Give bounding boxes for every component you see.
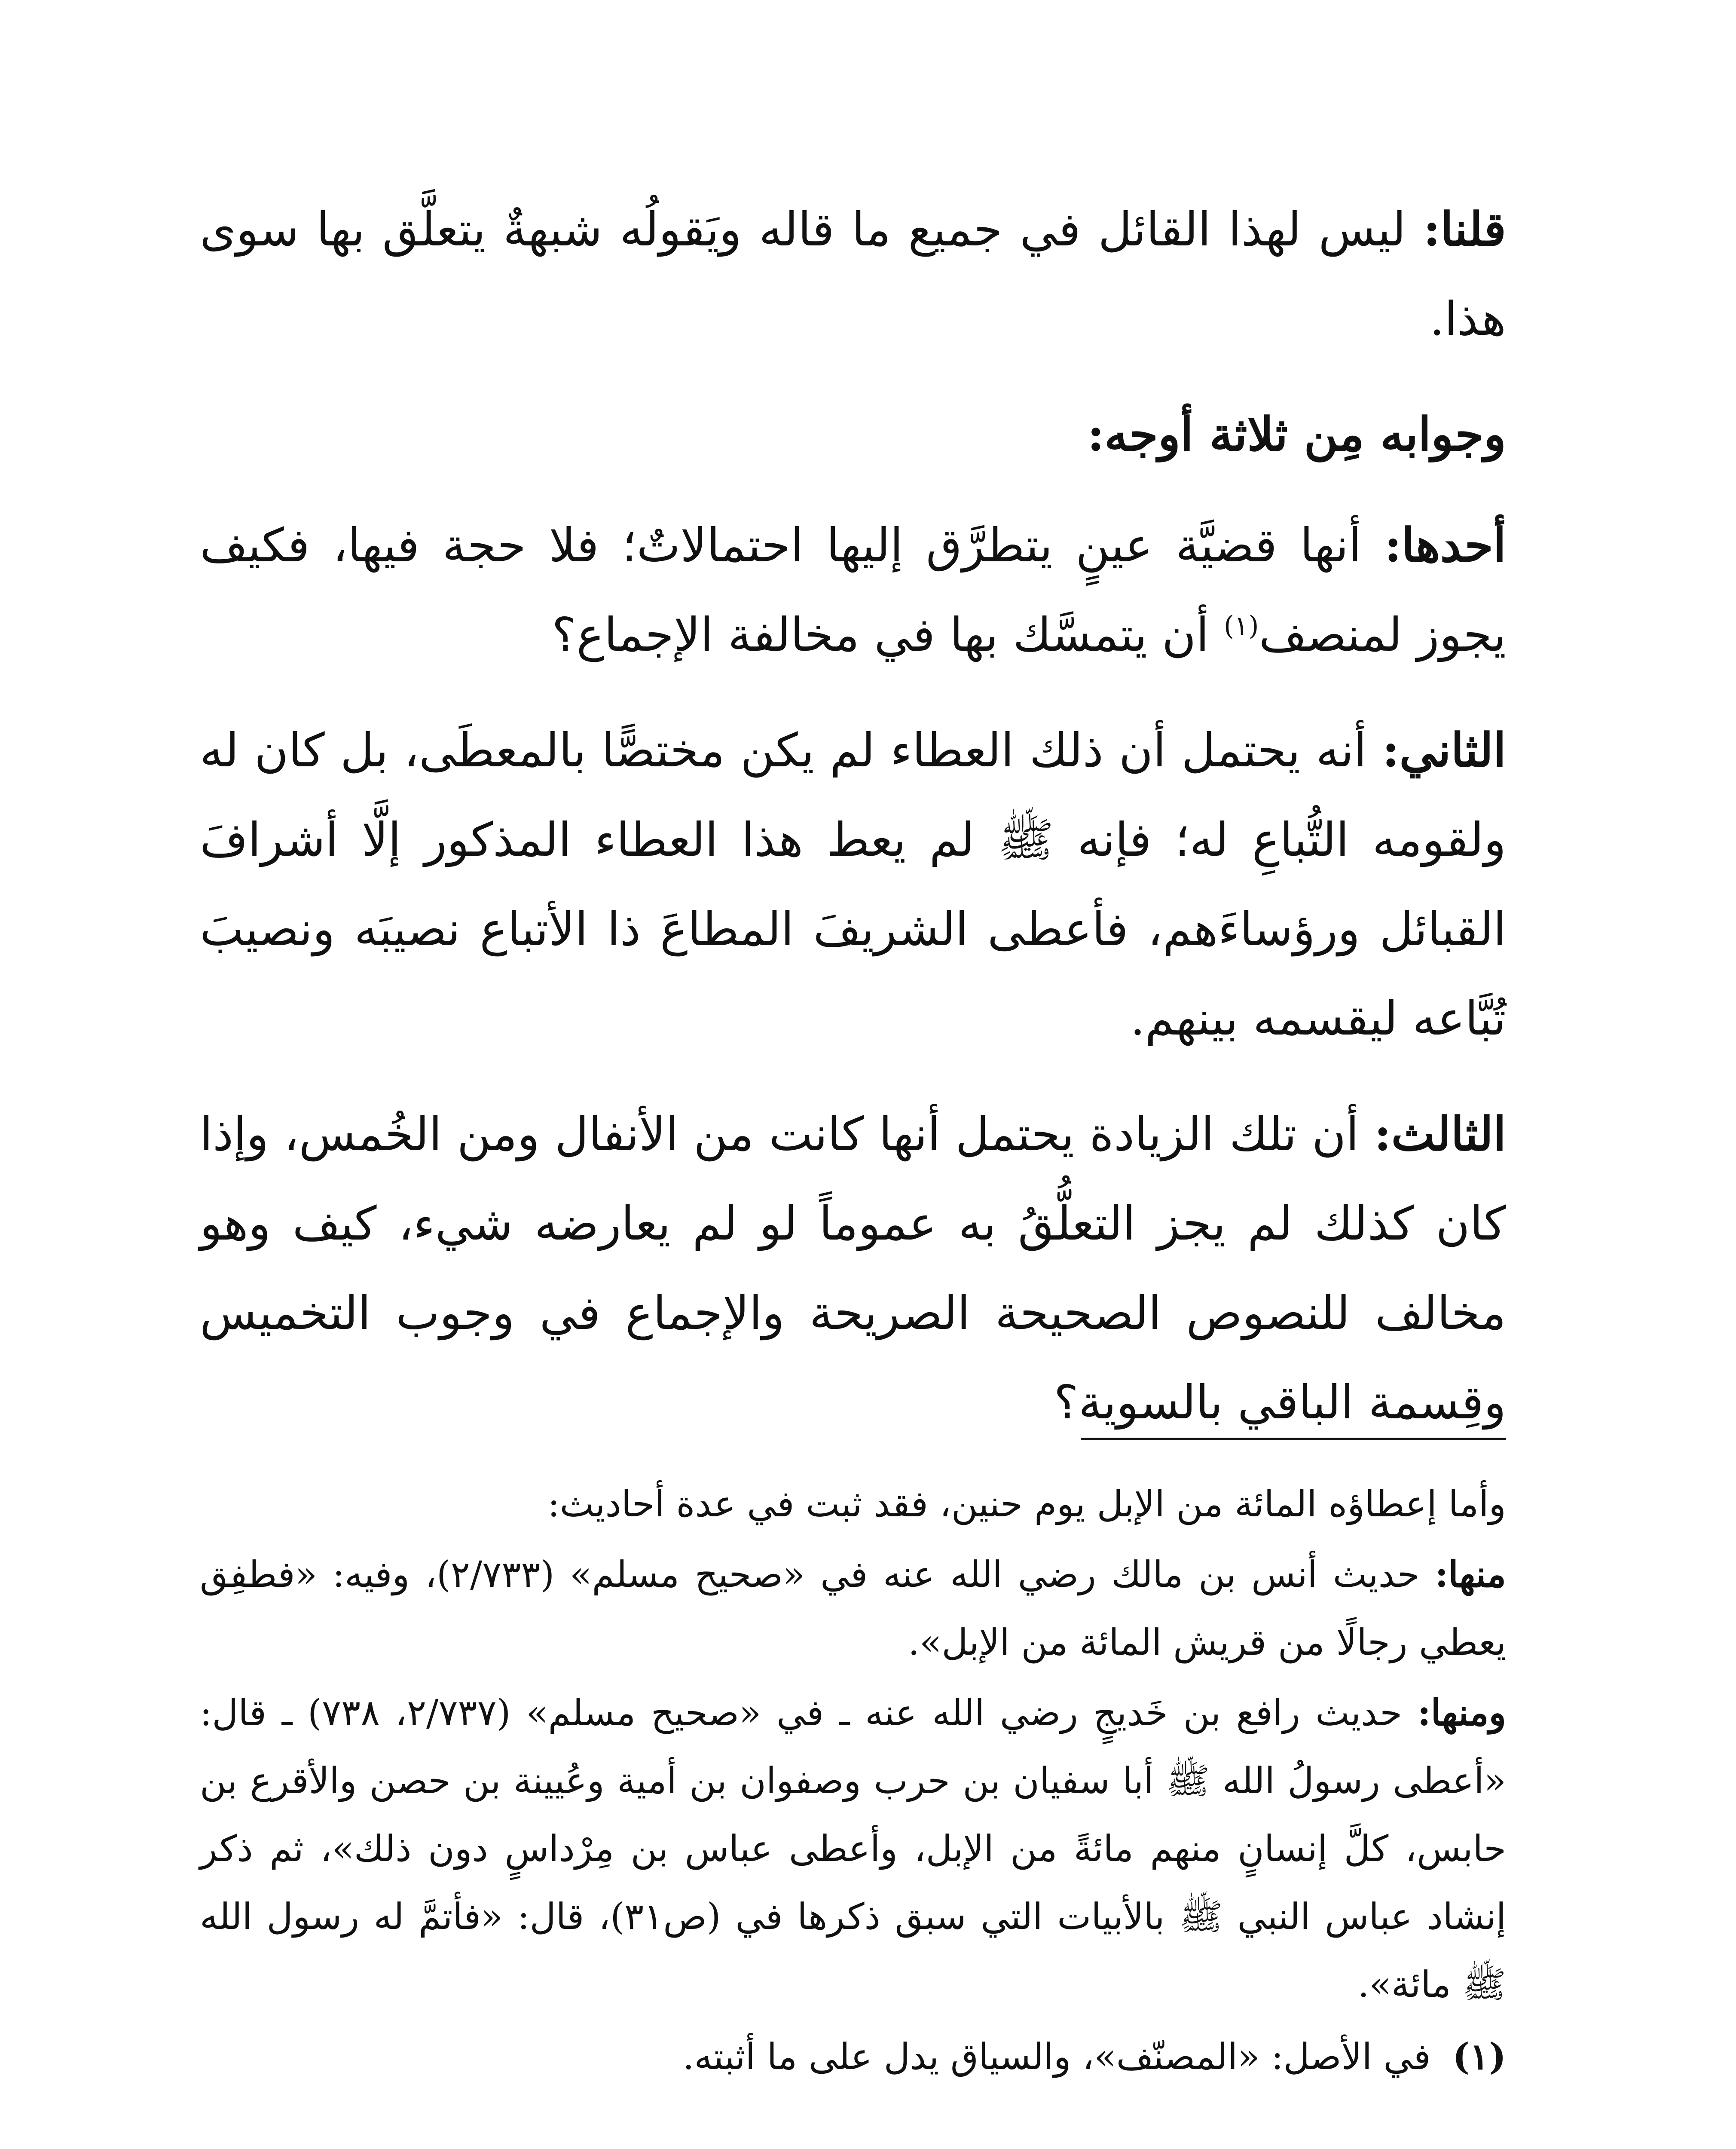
footnote-text: في الأصل: «المصنّف»، والسياق يدل على ما أثبته. [682,2036,1431,2078]
paragraph-third-aspect [200,1090,1506,1448]
paragraph-lead: قلنا: [1423,202,1506,257]
footnotes-area [200,1470,1506,2093]
paragraph-lead: الثالث: [1374,1107,1506,1161]
footnote-number: (١) [1452,2035,1506,2078]
paragraph-text: أن يتمسَّك بها في مخالفة الإجماع؟ [552,608,1209,662]
paragraph-first-aspect [200,501,1506,680]
paragraph-text: ليس لهذا القائل في جميع ما قاله ويَقولُه شبهةٌ يتعلَّق بها سوى هذا. [200,203,1506,346]
paragraph-text: أن تلك الزيادة يحتمل أنها كانت من الأنفال ومن الخُمس، وإذا كان كذلك لم يجز التعلُّقُ به عموماً لو لم يعارضه شيء، كيف وهو مخالف للنصوص الصحيحة الصريحة والإجماع في وجوب التخميس وقِسمة الباقي بالسوية؟ [200,1108,1506,1430]
paragraph-second-aspect [200,706,1506,1064]
main-text [200,185,1506,1473]
note-lead: منها: [1435,1553,1507,1595]
note-hadith-anas [200,1540,1506,1676]
note-text: حديث أنس بن مالك رضي الله عنه في «صحيح مسلم» (٢/٧٣٣)، وفيه: «فطفِق يعطي رجالًا من قريش المائة من الإبل». [200,1553,1506,1663]
note-hadith-rafi [200,1679,1506,2018]
footnote-reference[interactable]: (١) [1223,610,1259,641]
note-text: حديث رافع بن خَديجٍ رضي الله عنه ـ في «صحيح مسلم» (٢/٧٣٧، ٧٣٨) ـ قال: «أعطى رسولُ الله ﷺ أبا سفيان بن حرب وصفوان بن أمية وعُيينة بن حصن والأقرع بن حابس، كلَّ إنسانٍ منهم مائةً من الإبل، وأعطى عباس بن مِرْداسٍ دون ذلك»، ثم ذكر إنشاد عباس النبي ﷺ بالأبيات التي سبق ذكرها في (ص٣١)، قال: «فأتمَّ له رسول الله ﷺ مائة». [200,1692,1506,2005]
footnote-1 [200,2023,1506,2091]
note-lead: ومنها: [1417,1691,1507,1734]
paragraph-lead: الثاني: [1382,723,1506,778]
section-heading: وجوابه مِن ثلاثة أوجه: [1087,407,1506,462]
paragraph-intro [200,185,1506,364]
paragraph-text: أنه يحتمل أن ذلك العطاء لم يكن مختصًّا بالمعطَى، بل كان له ولقومه التُّباعِ له؛ فإنه ﷺ لم يعط هذا العطاء المذكور إلَّا أشرافَ القبائل ورؤساءَهم، فأعطى الشريفَ المطاعَ ذا الأتباع نصيبَه ونصيبَ تُبَّاعه ليقسمه بينهم. [200,724,1506,1046]
paragraph-text: أنها قضيَّة عينٍ يتطرَّق إليها احتمالاتٌ؛ فلا حجة فيها، فكيف يجوز لمنصف [200,519,1506,662]
footnote-divider [1081,1438,1506,1440]
paragraph-lead: أحدها: [1384,518,1506,572]
note-intro: وأما إعطاؤه المائة من الإبل يوم حنين، فقد ثبت في عدة أحاديث: [547,1483,1506,1525]
